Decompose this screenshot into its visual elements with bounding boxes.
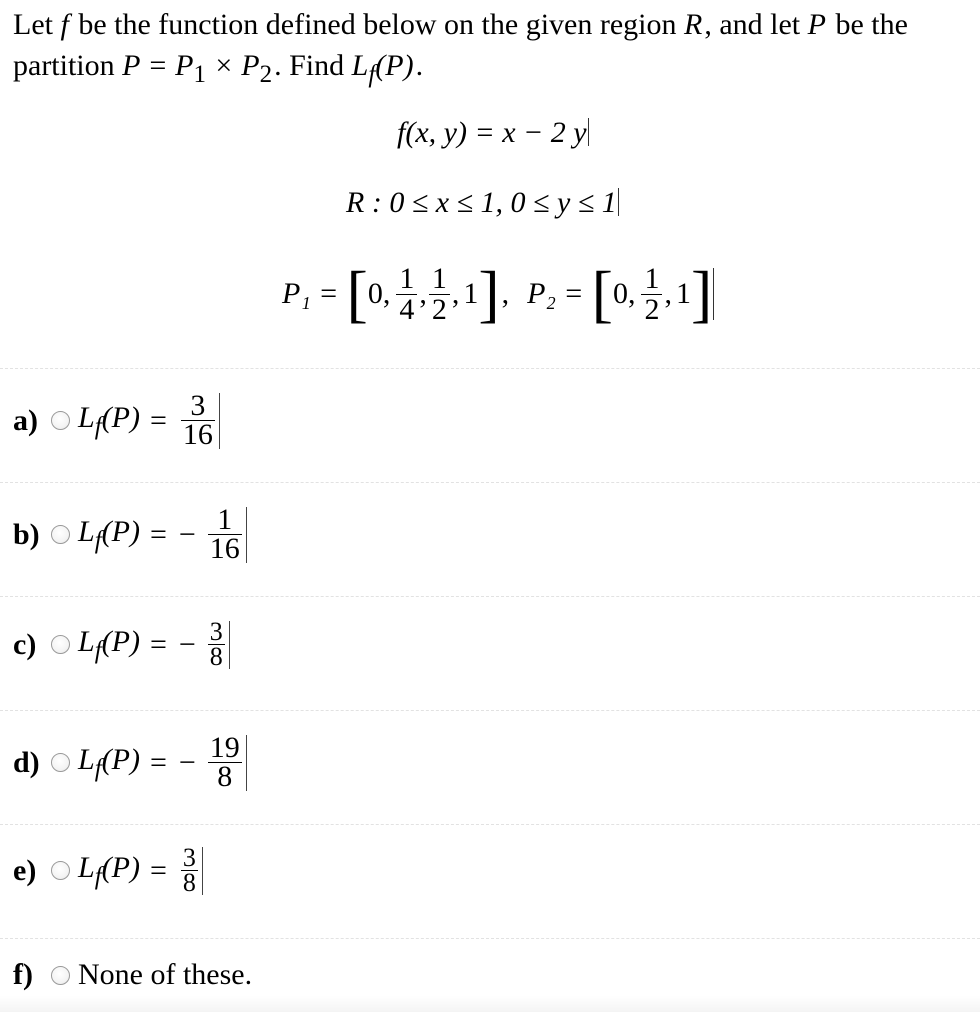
choice-f[interactable]: [13, 958, 252, 992]
separator: ,: [419, 277, 427, 310]
equals-sign: =: [149, 745, 167, 779]
choice-letter: f): [13, 958, 33, 991]
lhs-symbol: L: [78, 624, 95, 658]
subscript: f: [94, 862, 102, 890]
choice-letter: c): [13, 627, 37, 661]
choice-letter: d): [13, 745, 40, 779]
p1-label: P₁ =: [282, 277, 339, 310]
fraction: [429, 261, 450, 326]
choice-letter: a): [13, 403, 38, 437]
radio-button-c[interactable]: [51, 635, 70, 654]
subscript: 2: [259, 61, 273, 88]
choice-e[interactable]: [13, 843, 203, 897]
text-caret-mark: [618, 188, 619, 216]
fraction-denominator: 2: [644, 292, 660, 326]
fraction-numerator: 1: [644, 261, 660, 295]
bottom-edge: [0, 996, 980, 1012]
fraction: [208, 617, 225, 671]
open-bracket: [: [591, 258, 613, 329]
question-part: be the partition: [13, 8, 908, 82]
lhs-symbol: L: [78, 850, 95, 884]
question-part: be the function defined below on the given region: [70, 8, 684, 41]
fraction-denominator: 16: [182, 418, 213, 451]
separator: ,: [501, 277, 510, 310]
fraction: [208, 731, 242, 793]
minus-sign: −: [178, 745, 196, 779]
choice-expression: [78, 843, 203, 897]
lhs-arg: (P): [101, 742, 140, 776]
choice-expression: [78, 389, 220, 451]
fraction-denominator: 16: [209, 532, 240, 565]
lhs-symbol: L: [78, 400, 95, 434]
question-part: .: [415, 49, 424, 82]
text-caret-mark: [246, 507, 247, 563]
subscript: f: [94, 412, 102, 440]
lhs-arg: (P): [101, 400, 140, 434]
fraction: [181, 843, 198, 897]
text-caret-mark: [219, 393, 220, 449]
partition-formula-tail: × P: [206, 49, 260, 82]
function-equation-text: f(x, y) = x − 2 y: [397, 116, 587, 149]
region-equation-text: R : 0 ≤ x ≤ 1, 0 ≤ y ≤ 1: [346, 186, 617, 219]
subscript: f: [94, 636, 102, 664]
minus-sign: −: [178, 517, 196, 551]
choice-expression: [78, 731, 247, 793]
fraction: [181, 389, 215, 451]
minus-sign: −: [178, 627, 196, 661]
equals-sign: =: [149, 853, 167, 887]
p1-end: 1: [463, 277, 479, 310]
p2-label: P₂ =: [527, 277, 584, 310]
divider: [0, 824, 980, 825]
choice-lhs: [78, 401, 140, 441]
fraction-denominator: 8: [209, 642, 223, 671]
choice-lhs: [78, 743, 140, 783]
question-part: . Find: [274, 49, 352, 82]
close-bracket: ]: [478, 258, 500, 329]
text-caret-mark: [229, 621, 230, 669]
choice-a[interactable]: [13, 389, 220, 451]
divider: [0, 938, 980, 939]
partition-formula: P = P: [122, 49, 194, 82]
lhs-symbol: L: [78, 514, 95, 548]
question-part: , and let: [704, 8, 808, 41]
p2-start: 0,: [612, 277, 636, 310]
text-caret-mark: [588, 118, 589, 146]
choice-text: None of these.: [78, 958, 253, 991]
fraction-numerator: 19: [209, 731, 240, 764]
close-bracket: ]: [690, 258, 713, 329]
divider: [0, 482, 980, 483]
fraction-denominator: 2: [431, 292, 447, 326]
fraction-numerator: 1: [217, 503, 233, 536]
fraction-denominator: 4: [399, 292, 415, 326]
choice-b[interactable]: [13, 503, 247, 565]
fraction: [208, 503, 242, 565]
fraction-numerator: 3: [190, 389, 206, 422]
text-caret-mark: [246, 735, 247, 791]
subscript: f: [368, 61, 376, 88]
function-symbol: f: [60, 8, 69, 41]
choice-lhs: [78, 625, 140, 665]
lhs-arg: (P): [101, 850, 140, 884]
p2-end: 1: [675, 277, 691, 310]
choice-d[interactable]: [13, 731, 247, 793]
fraction-numerator: 1: [399, 261, 415, 295]
choice-c[interactable]: [13, 617, 230, 671]
divider: [0, 368, 980, 369]
fraction-denominator: 8: [217, 760, 233, 793]
choice-lhs: [78, 515, 140, 555]
function-equation: [397, 116, 590, 150]
p1-start: 0,: [367, 277, 391, 310]
separator: ,: [664, 277, 672, 310]
fraction: [641, 261, 662, 326]
radio-button-e[interactable]: [51, 861, 70, 880]
radio-button-a[interactable]: [51, 411, 70, 430]
radio-button-d[interactable]: [51, 753, 70, 772]
fraction-denominator: 8: [182, 868, 196, 897]
equals-sign: =: [149, 403, 167, 437]
lhs-arg: (P): [101, 514, 140, 548]
subscript: f: [94, 754, 102, 782]
region-equation: [346, 186, 620, 220]
choice-letter: e): [13, 853, 37, 887]
lhs-symbol: L: [78, 742, 95, 776]
equals-sign: =: [149, 517, 167, 551]
subscript: 1: [193, 61, 207, 88]
text-caret-mark: [202, 847, 203, 895]
open-bracket: [: [346, 258, 368, 329]
question-part: Let: [13, 8, 61, 41]
text-caret-mark: [713, 268, 714, 320]
choice-expression: [78, 617, 230, 671]
radio-button-b[interactable]: [51, 525, 70, 544]
equals-sign: =: [149, 627, 167, 661]
choice-expression: [78, 503, 247, 565]
region-symbol: R: [683, 8, 703, 41]
lower-sum-arg: (P): [375, 49, 414, 82]
fraction: [396, 261, 417, 326]
choice-letter: b): [13, 517, 40, 551]
divider: [0, 596, 980, 597]
fraction-numerator: 3: [182, 843, 196, 872]
question-text: [13, 6, 973, 93]
separator: ,: [451, 277, 460, 310]
partition-definition: [282, 258, 715, 329]
subscript: f: [94, 526, 102, 554]
divider: [0, 710, 980, 711]
lower-sum-symbol: L: [351, 49, 369, 82]
fraction-numerator: 3: [209, 617, 223, 646]
radio-button-f[interactable]: [51, 966, 70, 985]
fraction-numerator: 1: [431, 261, 447, 295]
lhs-arg: (P): [101, 624, 140, 658]
choice-lhs: [78, 851, 140, 891]
partition-symbol: P: [807, 8, 826, 41]
